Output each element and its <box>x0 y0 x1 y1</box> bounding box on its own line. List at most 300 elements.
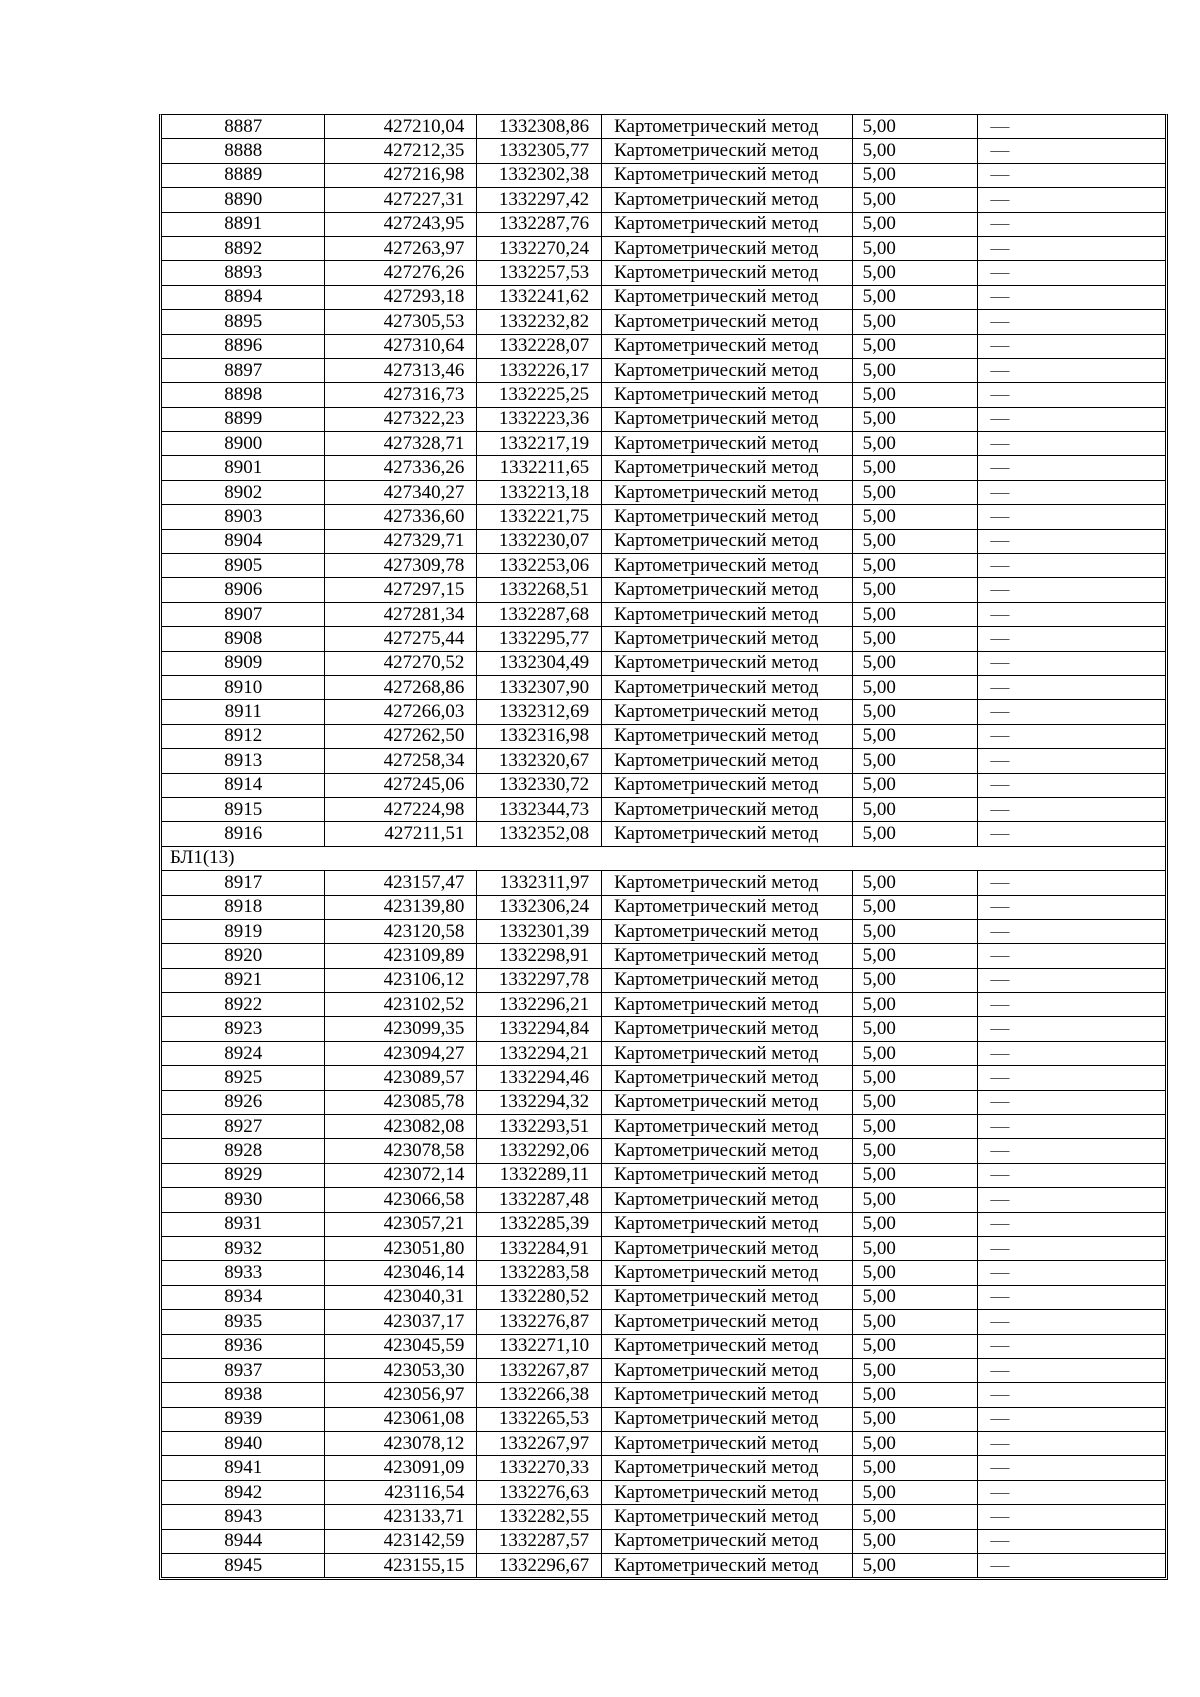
coord-x-cell: 423045,59 <box>325 1334 477 1358</box>
coord-y-cell: 1332297,42 <box>477 188 602 212</box>
point-number-cell: 8926 <box>162 1090 325 1114</box>
coord-y-cell: 1332213,18 <box>477 480 602 504</box>
description-cell: — <box>978 1090 1165 1114</box>
coord-x-cell: 427245,06 <box>325 773 477 797</box>
coord-y-cell: 1332287,68 <box>477 602 602 626</box>
table-row <box>162 554 1165 578</box>
method-cell: Картометрический метод <box>602 261 852 285</box>
coord-y-cell: 1332223,36 <box>477 407 602 431</box>
coord-x-cell: 427211,51 <box>325 822 477 846</box>
coord-y-cell: 1332241,62 <box>477 285 602 309</box>
coord-x-cell: 427262,50 <box>325 724 477 748</box>
accuracy-cell: 5,00 <box>852 285 978 309</box>
point-number-cell: 8894 <box>162 285 325 309</box>
method-cell: Картометрический метод <box>602 1115 852 1139</box>
coord-y-cell: 1332283,58 <box>477 1261 602 1285</box>
coord-y-cell: 1332287,76 <box>477 212 602 236</box>
table-row <box>162 993 1165 1017</box>
coord-x-cell: 423046,14 <box>325 1261 477 1285</box>
coord-x-cell: 427227,31 <box>325 188 477 212</box>
method-cell: Картометрический метод <box>602 1261 852 1285</box>
method-cell: Картометрический метод <box>602 1017 852 1041</box>
point-number-cell: 8925 <box>162 1066 325 1090</box>
coord-x-cell: 423082,08 <box>325 1115 477 1139</box>
description-cell: — <box>978 1261 1165 1285</box>
table-row <box>162 895 1165 919</box>
method-cell: Картометрический метод <box>602 1456 852 1480</box>
coord-x-cell: 427329,71 <box>325 529 477 553</box>
description-cell: — <box>978 944 1165 968</box>
method-cell: Картометрический метод <box>602 749 852 773</box>
coord-x-cell: 427305,53 <box>325 310 477 334</box>
method-cell: Картометрический метод <box>602 456 852 480</box>
coord-x-cell: 423040,31 <box>325 1285 477 1309</box>
table-row <box>162 1163 1165 1187</box>
accuracy-cell: 5,00 <box>852 578 978 602</box>
accuracy-cell: 5,00 <box>852 968 978 992</box>
table-row <box>162 1017 1165 1041</box>
coord-x-cell: 423051,80 <box>325 1236 477 1260</box>
coord-x-cell: 423066,58 <box>325 1188 477 1212</box>
coord-y-cell: 1332266,38 <box>477 1383 602 1407</box>
point-number-cell: 8923 <box>162 1017 325 1041</box>
accuracy-cell: 5,00 <box>852 310 978 334</box>
method-cell: Картометрический метод <box>602 1505 852 1529</box>
coord-y-cell: 1332225,25 <box>477 383 602 407</box>
description-cell: — <box>978 1432 1165 1456</box>
coord-x-cell: 423037,17 <box>325 1310 477 1334</box>
coord-y-cell: 1332230,07 <box>477 529 602 553</box>
coord-y-cell: 1332296,67 <box>477 1554 602 1578</box>
table-row <box>162 1261 1165 1285</box>
coord-y-cell: 1332344,73 <box>477 797 602 821</box>
description-cell: — <box>978 529 1165 553</box>
coord-y-cell: 1332304,49 <box>477 651 602 675</box>
accuracy-cell: 5,00 <box>852 895 978 919</box>
coord-x-cell: 427309,78 <box>325 554 477 578</box>
accuracy-cell: 5,00 <box>852 627 978 651</box>
coord-y-cell: 1332293,51 <box>477 1115 602 1139</box>
method-cell: Картометрический метод <box>602 115 852 139</box>
method-cell: Картометрический метод <box>602 139 852 163</box>
coord-x-cell: 423116,54 <box>325 1480 477 1504</box>
method-cell: Картометрический метод <box>602 1480 852 1504</box>
accuracy-cell: 5,00 <box>852 822 978 846</box>
method-cell: Картометрический метод <box>602 1334 852 1358</box>
coord-x-cell: 423085,78 <box>325 1090 477 1114</box>
table-row <box>162 285 1165 309</box>
description-cell: — <box>978 285 1165 309</box>
description-cell: — <box>978 602 1165 626</box>
table-row <box>162 1407 1165 1431</box>
method-cell: Картометрический метод <box>602 944 852 968</box>
description-cell: — <box>978 1285 1165 1309</box>
table-row <box>162 797 1165 821</box>
table-row <box>162 1529 1165 1553</box>
accuracy-cell: 5,00 <box>852 1554 978 1578</box>
point-number-cell: 8896 <box>162 334 325 358</box>
method-cell: Картометрический метод <box>602 1310 852 1334</box>
accuracy-cell: 5,00 <box>852 456 978 480</box>
accuracy-cell: 5,00 <box>852 554 978 578</box>
accuracy-cell: 5,00 <box>852 1334 978 1358</box>
description-cell: — <box>978 236 1165 260</box>
table-row <box>162 1066 1165 1090</box>
description-cell: — <box>978 797 1165 821</box>
coord-y-cell: 1332226,17 <box>477 358 602 382</box>
description-cell: — <box>978 822 1165 846</box>
coord-y-cell: 1332257,53 <box>477 261 602 285</box>
coord-x-cell: 423106,12 <box>325 968 477 992</box>
table-row <box>162 968 1165 992</box>
accuracy-cell: 5,00 <box>852 432 978 456</box>
table-row <box>162 456 1165 480</box>
accuracy-cell: 5,00 <box>852 334 978 358</box>
table-row <box>162 139 1165 163</box>
accuracy-cell: 5,00 <box>852 1236 978 1260</box>
table-row <box>162 236 1165 260</box>
coord-y-cell: 1332270,33 <box>477 1456 602 1480</box>
coord-x-cell: 427328,71 <box>325 432 477 456</box>
coord-x-cell: 427310,64 <box>325 334 477 358</box>
method-cell: Картометрический метод <box>602 1236 852 1260</box>
coord-y-cell: 1332265,53 <box>477 1407 602 1431</box>
point-number-cell: 8942 <box>162 1480 325 1504</box>
accuracy-cell: 5,00 <box>852 749 978 773</box>
table-row <box>162 261 1165 285</box>
accuracy-cell: 5,00 <box>852 1041 978 1065</box>
description-cell: — <box>978 456 1165 480</box>
coord-x-cell: 423056,97 <box>325 1383 477 1407</box>
method-cell: Картометрический метод <box>602 1358 852 1382</box>
method-cell: Картометрический метод <box>602 651 852 675</box>
method-cell: Картометрический метод <box>602 1139 852 1163</box>
accuracy-cell: 5,00 <box>852 1432 978 1456</box>
point-number-cell: 8918 <box>162 895 325 919</box>
method-cell: Картометрический метод <box>602 358 852 382</box>
coord-y-cell: 1332232,82 <box>477 310 602 334</box>
coord-x-cell: 427243,95 <box>325 212 477 236</box>
coord-y-cell: 1332276,87 <box>477 1310 602 1334</box>
point-number-cell: 8893 <box>162 261 325 285</box>
description-cell: — <box>978 724 1165 748</box>
coord-y-cell: 1332298,91 <box>477 944 602 968</box>
description-cell: — <box>978 1529 1165 1553</box>
description-cell: — <box>978 163 1165 187</box>
method-cell: Картометрический метод <box>602 724 852 748</box>
coord-x-cell: 427263,97 <box>325 236 477 260</box>
coord-x-cell: 427297,15 <box>325 578 477 602</box>
coord-x-cell: 423157,47 <box>325 871 477 895</box>
method-cell: Картометрический метод <box>602 895 852 919</box>
point-number-cell: 8904 <box>162 529 325 553</box>
method-cell: Картометрический метод <box>602 529 852 553</box>
coord-x-cell: 423053,30 <box>325 1358 477 1382</box>
coord-x-cell: 423072,14 <box>325 1163 477 1187</box>
table-row <box>162 1236 1165 1260</box>
point-number-cell: 8890 <box>162 188 325 212</box>
coord-x-cell: 423142,59 <box>325 1529 477 1553</box>
coord-y-cell: 1332316,98 <box>477 724 602 748</box>
coord-y-cell: 1332267,87 <box>477 1358 602 1382</box>
point-number-cell: 8945 <box>162 1554 325 1578</box>
description-cell: — <box>978 1334 1165 1358</box>
point-number-cell: 8919 <box>162 919 325 943</box>
table-row <box>162 627 1165 651</box>
method-cell: Картометрический метод <box>602 700 852 724</box>
description-cell: — <box>978 1505 1165 1529</box>
accuracy-cell: 5,00 <box>852 1261 978 1285</box>
description-cell: — <box>978 871 1165 895</box>
coord-y-cell: 1332294,32 <box>477 1090 602 1114</box>
coord-x-cell: 427336,60 <box>325 505 477 529</box>
table-row <box>162 505 1165 529</box>
description-cell: — <box>978 383 1165 407</box>
point-number-cell: 8915 <box>162 797 325 821</box>
table-row <box>162 529 1165 553</box>
point-number-cell: 8902 <box>162 480 325 504</box>
table-row <box>162 1285 1165 1309</box>
coord-x-cell: 423120,58 <box>325 919 477 943</box>
method-cell: Картометрический метод <box>602 480 852 504</box>
accuracy-cell: 5,00 <box>852 261 978 285</box>
point-number-cell: 8906 <box>162 578 325 602</box>
coord-y-cell: 1332294,84 <box>477 1017 602 1041</box>
coord-y-cell: 1332268,51 <box>477 578 602 602</box>
coord-y-cell: 1332320,67 <box>477 749 602 773</box>
accuracy-cell: 5,00 <box>852 1456 978 1480</box>
accuracy-cell: 5,00 <box>852 871 978 895</box>
method-cell: Картометрический метод <box>602 968 852 992</box>
coord-y-cell: 1332271,10 <box>477 1334 602 1358</box>
method-cell: Картометрический метод <box>602 919 852 943</box>
description-cell: — <box>978 554 1165 578</box>
coord-y-cell: 1332307,90 <box>477 675 602 699</box>
coord-x-cell: 423109,89 <box>325 944 477 968</box>
point-number-cell: 8910 <box>162 675 325 699</box>
accuracy-cell: 5,00 <box>852 700 978 724</box>
coord-y-cell: 1332294,46 <box>477 1066 602 1090</box>
description-cell: — <box>978 1480 1165 1504</box>
point-number-cell: 8944 <box>162 1529 325 1553</box>
description-cell: — <box>978 505 1165 529</box>
coord-y-cell: 1332270,24 <box>477 236 602 260</box>
method-cell: Картометрический метод <box>602 797 852 821</box>
point-number-cell: 8891 <box>162 212 325 236</box>
coord-y-cell: 1332297,78 <box>477 968 602 992</box>
method-cell: Картометрический метод <box>602 773 852 797</box>
accuracy-cell: 5,00 <box>852 1358 978 1382</box>
table-row <box>162 1505 1165 1529</box>
description-cell: — <box>978 993 1165 1017</box>
method-cell: Картометрический метод <box>602 310 852 334</box>
table-row <box>162 310 1165 334</box>
point-number-cell: 8887 <box>162 115 325 139</box>
point-number-cell: 8937 <box>162 1358 325 1382</box>
point-number-cell: 8916 <box>162 822 325 846</box>
coord-y-cell: 1332306,24 <box>477 895 602 919</box>
point-number-cell: 8898 <box>162 383 325 407</box>
table-row <box>162 115 1165 139</box>
coord-y-cell: 1332311,97 <box>477 871 602 895</box>
accuracy-cell: 5,00 <box>852 139 978 163</box>
point-number-cell: 8941 <box>162 1456 325 1480</box>
coord-y-cell: 1332296,21 <box>477 993 602 1017</box>
description-cell: — <box>978 212 1165 236</box>
accuracy-cell: 5,00 <box>852 1139 978 1163</box>
point-number-cell: 8933 <box>162 1261 325 1285</box>
accuracy-cell: 5,00 <box>852 358 978 382</box>
description-cell: — <box>978 919 1165 943</box>
coord-y-cell: 1332285,39 <box>477 1212 602 1236</box>
coord-x-cell: 423089,57 <box>325 1066 477 1090</box>
table-row <box>162 1115 1165 1139</box>
coord-x-cell: 423057,21 <box>325 1212 477 1236</box>
method-cell: Картометрический метод <box>602 993 852 1017</box>
description-cell: — <box>978 1407 1165 1431</box>
table-row <box>162 871 1165 895</box>
accuracy-cell: 5,00 <box>852 163 978 187</box>
coord-x-cell: 423099,35 <box>325 1017 477 1041</box>
description-cell: — <box>978 1163 1165 1187</box>
description-cell: — <box>978 578 1165 602</box>
point-number-cell: 8917 <box>162 871 325 895</box>
table-row <box>162 749 1165 773</box>
point-number-cell: 8938 <box>162 1383 325 1407</box>
point-number-cell: 8914 <box>162 773 325 797</box>
accuracy-cell: 5,00 <box>852 505 978 529</box>
coord-x-cell: 427276,26 <box>325 261 477 285</box>
coord-y-cell: 1332308,86 <box>477 115 602 139</box>
coord-x-cell: 427210,04 <box>325 115 477 139</box>
point-number-cell: 8892 <box>162 236 325 260</box>
table-row <box>162 1041 1165 1065</box>
table-row <box>162 1358 1165 1382</box>
coord-x-cell: 427336,26 <box>325 456 477 480</box>
accuracy-cell: 5,00 <box>852 1090 978 1114</box>
coord-y-cell: 1332284,91 <box>477 1236 602 1260</box>
description-cell: — <box>978 1017 1165 1041</box>
method-cell: Картометрический метод <box>602 1188 852 1212</box>
coord-y-cell: 1332282,55 <box>477 1505 602 1529</box>
description-cell: — <box>978 675 1165 699</box>
point-number-cell: 8927 <box>162 1115 325 1139</box>
accuracy-cell: 5,00 <box>852 383 978 407</box>
table-row <box>162 432 1165 456</box>
coord-y-cell: 1332221,75 <box>477 505 602 529</box>
section-header-row <box>162 846 1165 870</box>
accuracy-cell: 5,00 <box>852 1017 978 1041</box>
table-row <box>162 1456 1165 1480</box>
coordinates-table <box>159 114 1168 1580</box>
point-number-cell: 8922 <box>162 993 325 1017</box>
description-cell: — <box>978 1188 1165 1212</box>
table-row <box>162 651 1165 675</box>
method-cell: Картометрический метод <box>602 578 852 602</box>
point-number-cell: 8936 <box>162 1334 325 1358</box>
description-cell: — <box>978 1554 1165 1578</box>
accuracy-cell: 5,00 <box>852 1383 978 1407</box>
accuracy-cell: 5,00 <box>852 1480 978 1504</box>
point-number-cell: 8912 <box>162 724 325 748</box>
table-row <box>162 578 1165 602</box>
coord-y-cell: 1332295,77 <box>477 627 602 651</box>
method-cell: Картометрический метод <box>602 1432 852 1456</box>
method-cell: Картометрический метод <box>602 505 852 529</box>
accuracy-cell: 5,00 <box>852 1212 978 1236</box>
coord-x-cell: 427293,18 <box>325 285 477 309</box>
description-cell: — <box>978 1066 1165 1090</box>
coord-x-cell: 427275,44 <box>325 627 477 651</box>
description-cell: — <box>978 115 1165 139</box>
method-cell: Картометрический метод <box>602 334 852 358</box>
method-cell: Картометрический метод <box>602 407 852 431</box>
point-number-cell: 8909 <box>162 651 325 675</box>
coord-y-cell: 1332211,65 <box>477 456 602 480</box>
point-number-cell: 8934 <box>162 1285 325 1309</box>
method-cell: Картометрический метод <box>602 627 852 651</box>
method-cell: Картометрический метод <box>602 1066 852 1090</box>
table-row <box>162 773 1165 797</box>
point-number-cell: 8901 <box>162 456 325 480</box>
table-row <box>162 1139 1165 1163</box>
coord-y-cell: 1332280,52 <box>477 1285 602 1309</box>
point-number-cell: 8911 <box>162 700 325 724</box>
table-row <box>162 822 1165 846</box>
table-row <box>162 1554 1165 1578</box>
method-cell: Картометрический метод <box>602 383 852 407</box>
accuracy-cell: 5,00 <box>852 993 978 1017</box>
method-cell: Картометрический метод <box>602 188 852 212</box>
description-cell: — <box>978 1115 1165 1139</box>
table-row <box>162 1188 1165 1212</box>
method-cell: Картометрический метод <box>602 602 852 626</box>
accuracy-cell: 5,00 <box>852 1188 978 1212</box>
point-number-cell: 8897 <box>162 358 325 382</box>
point-number-cell: 8943 <box>162 1505 325 1529</box>
table-row <box>162 358 1165 382</box>
point-number-cell: 8931 <box>162 1212 325 1236</box>
accuracy-cell: 5,00 <box>852 529 978 553</box>
description-cell: — <box>978 627 1165 651</box>
accuracy-cell: 5,00 <box>852 212 978 236</box>
method-cell: Картометрический метод <box>602 1407 852 1431</box>
method-cell: Картометрический метод <box>602 212 852 236</box>
table-row <box>162 188 1165 212</box>
table-row <box>162 1310 1165 1334</box>
description-cell: — <box>978 773 1165 797</box>
coord-y-cell: 1332312,69 <box>477 700 602 724</box>
coord-x-cell: 427270,52 <box>325 651 477 675</box>
coord-x-cell: 427316,73 <box>325 383 477 407</box>
point-number-cell: 8932 <box>162 1236 325 1260</box>
coord-x-cell: 427281,34 <box>325 602 477 626</box>
point-number-cell: 8900 <box>162 432 325 456</box>
description-cell: — <box>978 1041 1165 1065</box>
table-row <box>162 212 1165 236</box>
accuracy-cell: 5,00 <box>852 1163 978 1187</box>
point-number-cell: 8939 <box>162 1407 325 1431</box>
point-number-cell: 8895 <box>162 310 325 334</box>
table-row <box>162 163 1165 187</box>
method-cell: Картометрический метод <box>602 236 852 260</box>
coord-x-cell: 427313,46 <box>325 358 477 382</box>
description-cell: — <box>978 407 1165 431</box>
point-number-cell: 8924 <box>162 1041 325 1065</box>
description-cell: — <box>978 432 1165 456</box>
point-number-cell: 8888 <box>162 139 325 163</box>
point-number-cell: 8907 <box>162 602 325 626</box>
